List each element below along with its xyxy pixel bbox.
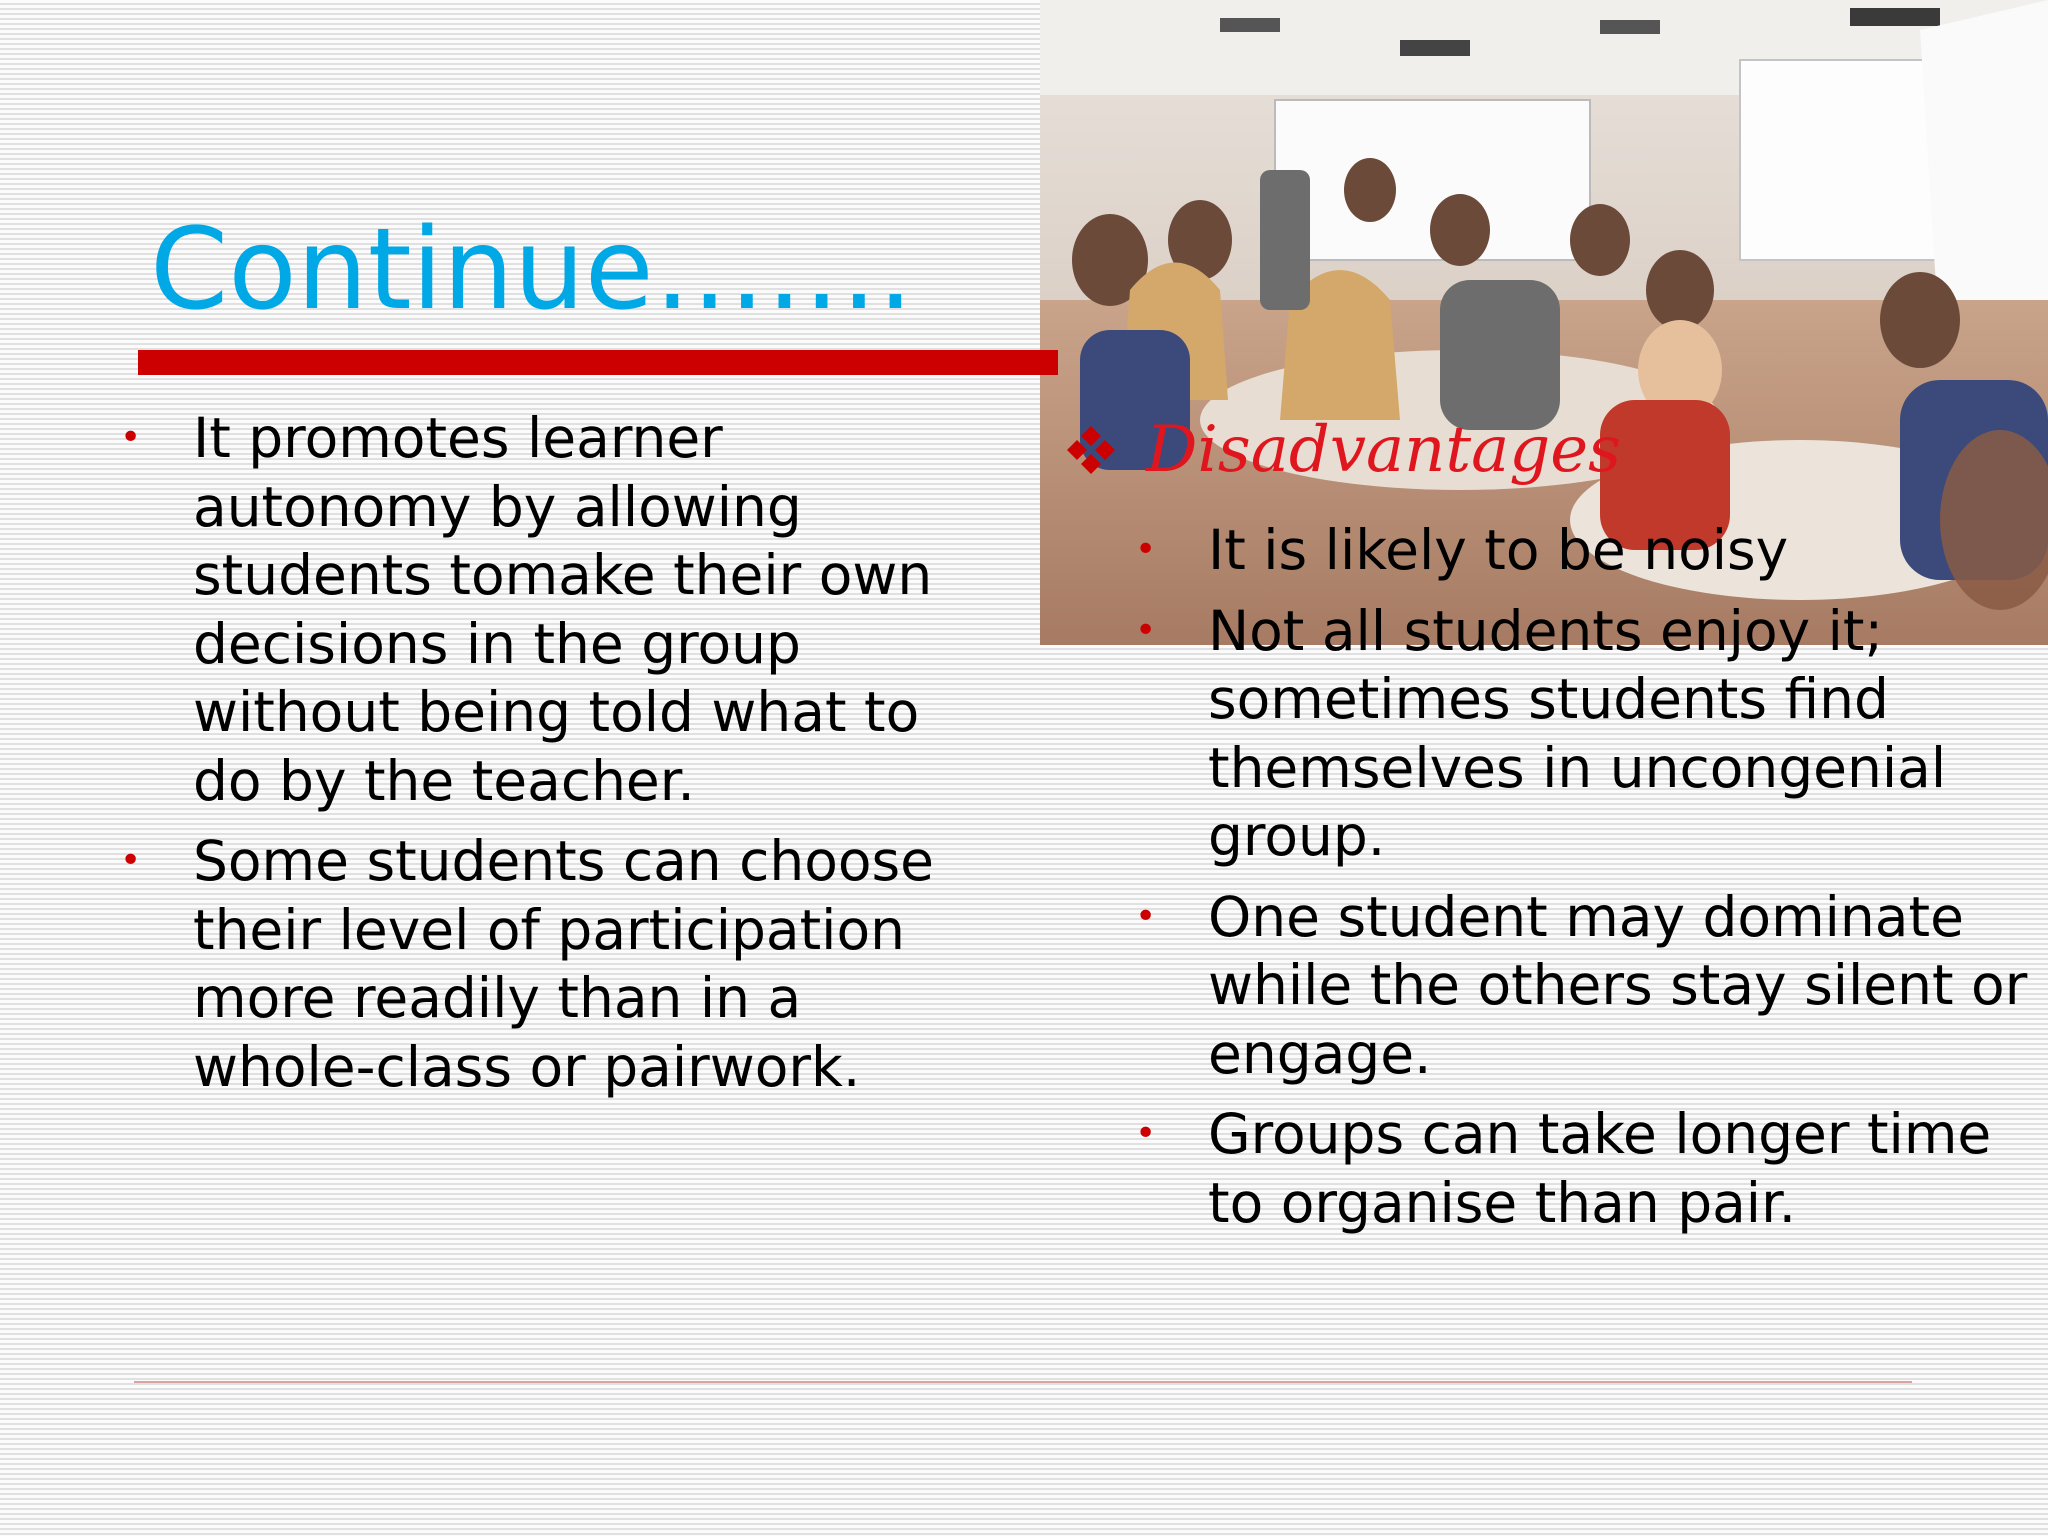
bullet-icon: • — [1135, 895, 1157, 937]
list-item-text: Groups can take longer time to organise than pair. — [1208, 1102, 1992, 1235]
list-item — [1135, 516, 2035, 585]
bullet-icon: • — [120, 417, 142, 458]
footer-divider — [134, 1381, 1912, 1383]
list-item — [120, 404, 1000, 815]
list-item-text: It promotes learner autonomy by allowing students tomake their own decisions in the group without being told what to do by the teacher. — [193, 406, 933, 813]
bullet-icon: • — [1135, 609, 1157, 651]
four-diamonds-icon — [1065, 424, 1117, 476]
slide-title: Continue……. — [150, 205, 914, 335]
list-item — [120, 827, 1000, 1101]
list-item — [1135, 883, 2035, 1089]
title-underline-bar — [138, 350, 1058, 375]
list-item — [1135, 1100, 2035, 1237]
advantages-list — [120, 404, 1000, 1113]
disadvantages-heading — [1065, 405, 1621, 495]
disadvantages-heading-text: Disadvantages — [1146, 413, 1621, 487]
bullet-icon: • — [120, 840, 142, 881]
list-item-text: Not all students enjoy it; sometimes students find themselves in uncongenial group. — [1208, 598, 1947, 868]
bullet-icon: • — [1135, 529, 1157, 570]
list-item-text: It is likely to be noisy — [1208, 518, 1789, 582]
disadvantages-list — [1135, 516, 2035, 1249]
list-item — [1135, 597, 2035, 871]
list-item-text: One student may dominate while the others stay silent or engage. — [1208, 884, 2028, 1086]
bullet-icon: • — [1135, 1113, 1157, 1154]
list-item-text: Some students can choose their level of participation more readily than in a whole-class or pairwork. — [193, 829, 935, 1099]
